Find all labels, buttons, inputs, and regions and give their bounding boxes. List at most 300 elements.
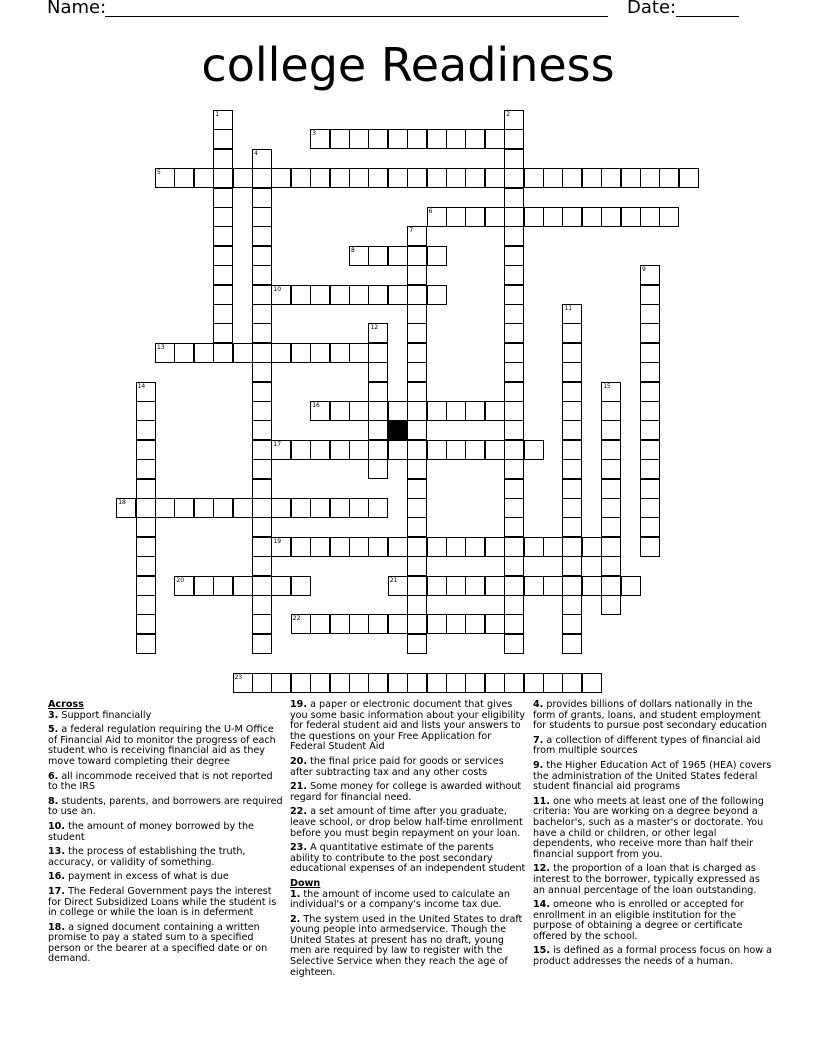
grid-cell[interactable] bbox=[213, 343, 233, 363]
grid-cell[interactable] bbox=[562, 420, 582, 440]
grid-cell[interactable] bbox=[504, 323, 524, 343]
grid-cell[interactable] bbox=[640, 285, 660, 305]
grid-cell[interactable] bbox=[407, 673, 427, 693]
grid-cell[interactable] bbox=[388, 440, 408, 460]
grid-cell[interactable] bbox=[388, 614, 408, 634]
grid-cell[interactable] bbox=[562, 323, 582, 343]
grid-cell[interactable] bbox=[252, 673, 272, 693]
grid-cell[interactable] bbox=[136, 420, 156, 440]
grid-cell[interactable] bbox=[465, 673, 485, 693]
grid-cell[interactable] bbox=[562, 576, 582, 596]
grid-cell[interactable] bbox=[640, 382, 660, 402]
grid-cell[interactable] bbox=[136, 576, 156, 596]
grid-cell[interactable] bbox=[368, 537, 388, 557]
grid-cell[interactable] bbox=[136, 517, 156, 537]
grid-cell[interactable] bbox=[330, 673, 350, 693]
grid-cell[interactable] bbox=[349, 343, 369, 363]
grid-cell[interactable] bbox=[485, 401, 505, 421]
grid-cell[interactable] bbox=[310, 168, 330, 188]
grid-cell[interactable] bbox=[407, 285, 427, 305]
grid-cell[interactable] bbox=[136, 556, 156, 576]
grid-cell[interactable] bbox=[349, 168, 369, 188]
grid-cell[interactable] bbox=[640, 420, 660, 440]
grid-cell[interactable] bbox=[582, 168, 602, 188]
grid-cell[interactable] bbox=[562, 401, 582, 421]
grid-cell[interactable] bbox=[407, 440, 427, 460]
grid-cell[interactable] bbox=[252, 343, 272, 363]
grid-cell[interactable] bbox=[310, 498, 330, 518]
grid-cell[interactable] bbox=[504, 188, 524, 208]
grid-cell[interactable] bbox=[330, 168, 350, 188]
grid-cell[interactable] bbox=[174, 168, 194, 188]
grid-cell[interactable] bbox=[582, 207, 602, 227]
grid-cell[interactable] bbox=[349, 498, 369, 518]
grid-cell[interactable] bbox=[601, 459, 621, 479]
grid-cell[interactable] bbox=[407, 556, 427, 576]
grid-cell[interactable] bbox=[155, 498, 175, 518]
grid-cell[interactable] bbox=[213, 285, 233, 305]
grid-cell[interactable] bbox=[252, 168, 272, 188]
clue-number-label: 16 bbox=[312, 402, 320, 409]
grid-cell[interactable] bbox=[640, 498, 660, 518]
across-clue bbox=[290, 843, 526, 875]
grid-cell[interactable] bbox=[349, 614, 369, 634]
grid-cell[interactable] bbox=[407, 634, 427, 654]
grid-cell[interactable] bbox=[213, 188, 233, 208]
grid-cell[interactable] bbox=[407, 129, 427, 149]
grid-cell[interactable] bbox=[330, 343, 350, 363]
grid-cell[interactable] bbox=[213, 149, 233, 169]
grid-cell[interactable] bbox=[330, 614, 350, 634]
grid-cell[interactable] bbox=[310, 614, 330, 634]
grid-cell[interactable] bbox=[601, 440, 621, 460]
grid-cell[interactable] bbox=[213, 304, 233, 324]
grid-cell[interactable] bbox=[621, 168, 641, 188]
grid-cell[interactable] bbox=[368, 420, 388, 440]
grid-cell[interactable] bbox=[485, 614, 505, 634]
grid-cell[interactable] bbox=[368, 362, 388, 382]
grid-cell[interactable] bbox=[349, 673, 369, 693]
grid-cell[interactable] bbox=[562, 595, 582, 615]
grid-cell[interactable] bbox=[601, 556, 621, 576]
grid-cell[interactable] bbox=[388, 168, 408, 188]
grid-cell[interactable] bbox=[136, 595, 156, 615]
grid-cell[interactable] bbox=[252, 323, 272, 343]
grid-cell[interactable] bbox=[543, 576, 563, 596]
grid-cell[interactable] bbox=[485, 168, 505, 188]
grid-cell[interactable] bbox=[291, 673, 311, 693]
grid-cell[interactable] bbox=[465, 614, 485, 634]
grid-cell[interactable] bbox=[194, 576, 214, 596]
grid-cell[interactable] bbox=[427, 285, 447, 305]
grid-cell[interactable] bbox=[213, 323, 233, 343]
grid-cell[interactable] bbox=[659, 168, 679, 188]
grid-cell[interactable] bbox=[446, 129, 466, 149]
grid-cell[interactable] bbox=[504, 459, 524, 479]
grid-cell[interactable] bbox=[407, 362, 427, 382]
grid-cell[interactable] bbox=[485, 537, 505, 557]
grid-cell[interactable] bbox=[194, 498, 214, 518]
grid-cell[interactable] bbox=[446, 537, 466, 557]
grid-cell[interactable] bbox=[562, 517, 582, 537]
grid-cell[interactable] bbox=[562, 382, 582, 402]
grid-cell[interactable] bbox=[407, 498, 427, 518]
grid-cell[interactable] bbox=[446, 401, 466, 421]
grid-cell[interactable] bbox=[174, 343, 194, 363]
grid-cell[interactable] bbox=[524, 537, 544, 557]
grid-cell[interactable] bbox=[465, 129, 485, 149]
grid-cell[interactable] bbox=[213, 246, 233, 266]
grid-cell[interactable] bbox=[562, 362, 582, 382]
grid-cell[interactable] bbox=[446, 207, 466, 227]
grid-cell[interactable] bbox=[582, 673, 602, 693]
grid-cell[interactable] bbox=[407, 459, 427, 479]
clue-number: 10. bbox=[48, 820, 65, 832]
grid-cell[interactable] bbox=[640, 362, 660, 382]
grid-cell[interactable] bbox=[485, 129, 505, 149]
grid-cell[interactable] bbox=[213, 168, 233, 188]
grid-cell[interactable] bbox=[388, 285, 408, 305]
grid-cell[interactable] bbox=[407, 401, 427, 421]
grid-cell[interactable] bbox=[621, 207, 641, 227]
grid-cell[interactable] bbox=[213, 265, 233, 285]
grid-cell[interactable] bbox=[543, 207, 563, 227]
grid-cell[interactable] bbox=[310, 285, 330, 305]
grid-cell[interactable] bbox=[601, 537, 621, 557]
grid-cell[interactable] bbox=[601, 168, 621, 188]
grid-cell[interactable] bbox=[233, 576, 253, 596]
grid-cell[interactable] bbox=[252, 188, 272, 208]
grid-cell[interactable] bbox=[310, 673, 330, 693]
grid-cell[interactable] bbox=[291, 285, 311, 305]
grid-cell[interactable] bbox=[368, 285, 388, 305]
grid-cell[interactable] bbox=[446, 614, 466, 634]
grid-cell[interactable] bbox=[252, 382, 272, 402]
grid-cell[interactable] bbox=[562, 168, 582, 188]
grid-cell[interactable] bbox=[252, 304, 272, 324]
grid-cell[interactable] bbox=[640, 343, 660, 363]
grid-cell[interactable] bbox=[291, 168, 311, 188]
grid-cell[interactable] bbox=[136, 498, 156, 518]
grid-cell[interactable] bbox=[504, 479, 524, 499]
grid-cell[interactable] bbox=[427, 614, 447, 634]
grid-cell[interactable] bbox=[252, 479, 272, 499]
grid-cell[interactable] bbox=[368, 343, 388, 363]
grid-cell[interactable] bbox=[252, 285, 272, 305]
grid-cell[interactable] bbox=[368, 459, 388, 479]
grid-cell[interactable] bbox=[407, 595, 427, 615]
grid-cell[interactable] bbox=[407, 614, 427, 634]
grid-cell[interactable] bbox=[504, 498, 524, 518]
grid-cell[interactable] bbox=[504, 382, 524, 402]
grid-cell[interactable] bbox=[504, 537, 524, 557]
grid-cell[interactable] bbox=[601, 517, 621, 537]
grid-cell[interactable] bbox=[136, 634, 156, 654]
clue-number: 13. bbox=[48, 846, 65, 858]
grid-cell[interactable] bbox=[524, 576, 544, 596]
grid-cell[interactable] bbox=[174, 498, 194, 518]
grid-cell[interactable] bbox=[233, 168, 253, 188]
grid-cell[interactable] bbox=[330, 498, 350, 518]
grid-cell[interactable] bbox=[252, 440, 272, 460]
grid-cell[interactable] bbox=[446, 168, 466, 188]
grid-cell[interactable] bbox=[136, 459, 156, 479]
grid-cell[interactable] bbox=[330, 129, 350, 149]
clue-number: 1. bbox=[290, 888, 301, 900]
grid-cell[interactable] bbox=[562, 343, 582, 363]
grid-cell[interactable] bbox=[252, 634, 272, 654]
grid-cell[interactable] bbox=[640, 168, 660, 188]
grid-cell[interactable] bbox=[349, 537, 369, 557]
grid-cell[interactable] bbox=[601, 207, 621, 227]
grid-cell[interactable] bbox=[407, 517, 427, 537]
grid-cell[interactable] bbox=[368, 168, 388, 188]
grid-cell[interactable] bbox=[407, 323, 427, 343]
grid-cell[interactable] bbox=[252, 595, 272, 615]
grid-cell[interactable] bbox=[504, 595, 524, 615]
grid-cell[interactable] bbox=[504, 129, 524, 149]
grid-cell[interactable] bbox=[291, 440, 311, 460]
grid-cell[interactable] bbox=[252, 498, 272, 518]
grid-cell[interactable] bbox=[601, 595, 621, 615]
grid-cell[interactable] bbox=[252, 537, 272, 557]
grid-cell[interactable] bbox=[271, 576, 291, 596]
grid-cell[interactable] bbox=[252, 556, 272, 576]
grid-cell[interactable] bbox=[213, 226, 233, 246]
grid-cell[interactable] bbox=[368, 673, 388, 693]
grid-cell[interactable] bbox=[601, 576, 621, 596]
grid-cell[interactable] bbox=[310, 537, 330, 557]
grid-cell[interactable] bbox=[504, 440, 524, 460]
grid-cell[interactable] bbox=[601, 498, 621, 518]
grid-cell[interactable] bbox=[407, 168, 427, 188]
grid-cell[interactable] bbox=[427, 537, 447, 557]
grid-cell[interactable] bbox=[465, 440, 485, 460]
grid-cell[interactable] bbox=[504, 168, 524, 188]
grid-cell[interactable] bbox=[330, 440, 350, 460]
grid-cell[interactable] bbox=[349, 401, 369, 421]
grid-cell[interactable] bbox=[640, 537, 660, 557]
grid-cell[interactable] bbox=[504, 576, 524, 596]
grid-cell[interactable] bbox=[562, 556, 582, 576]
grid-cell[interactable] bbox=[271, 343, 291, 363]
grid-cell[interactable] bbox=[194, 343, 214, 363]
grid-cell[interactable] bbox=[252, 401, 272, 421]
grid-cell[interactable] bbox=[136, 614, 156, 634]
grid-cell[interactable] bbox=[562, 207, 582, 227]
grid-cell[interactable] bbox=[233, 498, 253, 518]
grid-cell[interactable] bbox=[213, 576, 233, 596]
grid-cell[interactable] bbox=[465, 576, 485, 596]
grid-cell[interactable] bbox=[504, 634, 524, 654]
grid-cell[interactable] bbox=[640, 323, 660, 343]
grid-cell[interactable] bbox=[407, 420, 427, 440]
grid-cell[interactable] bbox=[407, 576, 427, 596]
grid-cell[interactable] bbox=[291, 576, 311, 596]
grid-cell[interactable] bbox=[310, 440, 330, 460]
grid-cell[interactable] bbox=[504, 420, 524, 440]
grid-cell[interactable] bbox=[640, 459, 660, 479]
grid-cell[interactable] bbox=[640, 440, 660, 460]
grid-cell[interactable] bbox=[252, 246, 272, 266]
grid-cell[interactable] bbox=[659, 207, 679, 227]
grid-cell[interactable] bbox=[291, 537, 311, 557]
grid-cell[interactable] bbox=[407, 304, 427, 324]
grid-cell[interactable] bbox=[252, 265, 272, 285]
grid-cell[interactable] bbox=[524, 673, 544, 693]
grid-cell[interactable] bbox=[136, 537, 156, 557]
grid-cell[interactable] bbox=[388, 246, 408, 266]
grid-cell[interactable] bbox=[524, 168, 544, 188]
grid-cell[interactable] bbox=[213, 498, 233, 518]
grid-cell[interactable] bbox=[368, 382, 388, 402]
grid-cell[interactable] bbox=[543, 537, 563, 557]
grid-cell[interactable] bbox=[194, 168, 214, 188]
grid-cell[interactable] bbox=[252, 420, 272, 440]
grid-cell[interactable] bbox=[446, 576, 466, 596]
grid-cell[interactable] bbox=[368, 246, 388, 266]
grid-cell[interactable] bbox=[485, 440, 505, 460]
clue-number-label: 15 bbox=[603, 382, 611, 390]
grid-cell[interactable] bbox=[485, 673, 505, 693]
grid-cell[interactable] bbox=[465, 207, 485, 227]
grid-cell[interactable] bbox=[504, 304, 524, 324]
grid-cell[interactable] bbox=[504, 149, 524, 169]
grid-cell[interactable] bbox=[562, 537, 582, 557]
grid-cell[interactable] bbox=[562, 498, 582, 518]
grid-cell[interactable] bbox=[271, 673, 291, 693]
grid-cell[interactable] bbox=[349, 285, 369, 305]
grid-cell[interactable] bbox=[407, 246, 427, 266]
grid-cell[interactable] bbox=[524, 440, 544, 460]
grid-cell[interactable] bbox=[233, 343, 253, 363]
grid-cell[interactable] bbox=[562, 440, 582, 460]
grid-cell[interactable] bbox=[504, 265, 524, 285]
grid-cell[interactable] bbox=[349, 440, 369, 460]
grid-cell[interactable] bbox=[330, 285, 350, 305]
puzzle-title: college Readiness bbox=[201, 38, 615, 92]
grid-cell[interactable] bbox=[640, 479, 660, 499]
grid-cell[interactable] bbox=[427, 168, 447, 188]
grid-cell[interactable] bbox=[427, 576, 447, 596]
grid-cell[interactable] bbox=[504, 614, 524, 634]
grid-cell[interactable] bbox=[427, 440, 447, 460]
grid-cell[interactable] bbox=[504, 517, 524, 537]
grid-cell[interactable] bbox=[640, 401, 660, 421]
grid-cell[interactable] bbox=[640, 207, 660, 227]
grid-cell[interactable] bbox=[582, 576, 602, 596]
grid-cell[interactable] bbox=[562, 614, 582, 634]
grid-cell[interactable] bbox=[504, 673, 524, 693]
grid-cell[interactable] bbox=[446, 440, 466, 460]
grid-cell[interactable] bbox=[562, 634, 582, 654]
grid-cell[interactable] bbox=[679, 168, 699, 188]
grid-cell[interactable] bbox=[562, 479, 582, 499]
grid-cell[interactable] bbox=[252, 207, 272, 227]
grid-cell[interactable] bbox=[213, 207, 233, 227]
grid-cell[interactable] bbox=[388, 673, 408, 693]
grid-cell[interactable] bbox=[368, 614, 388, 634]
grid-cell[interactable] bbox=[504, 246, 524, 266]
grid-cell[interactable] bbox=[601, 420, 621, 440]
grid-cell[interactable] bbox=[330, 537, 350, 557]
grid-cell[interactable] bbox=[504, 556, 524, 576]
grid-cell[interactable] bbox=[504, 343, 524, 363]
grid-cell[interactable] bbox=[136, 440, 156, 460]
grid-cell[interactable] bbox=[427, 246, 447, 266]
grid-cell[interactable] bbox=[388, 129, 408, 149]
grid-cell[interactable] bbox=[368, 440, 388, 460]
grid-cell[interactable] bbox=[621, 576, 641, 596]
grid-cell[interactable] bbox=[349, 129, 369, 149]
grid-cell[interactable] bbox=[543, 168, 563, 188]
grid-cell[interactable] bbox=[271, 498, 291, 518]
clue-number-label: 3 bbox=[312, 130, 317, 138]
grid-cell[interactable] bbox=[388, 401, 408, 421]
grid-cell[interactable] bbox=[213, 129, 233, 149]
grid-cell[interactable] bbox=[465, 537, 485, 557]
grid-cell[interactable] bbox=[252, 576, 272, 596]
grid-cell[interactable] bbox=[407, 479, 427, 499]
grid-cell[interactable] bbox=[388, 537, 408, 557]
grid-cell[interactable] bbox=[504, 401, 524, 421]
grid-cell[interactable] bbox=[407, 537, 427, 557]
grid-cell[interactable] bbox=[640, 304, 660, 324]
grid-cell[interactable] bbox=[252, 459, 272, 479]
grid-cell[interactable] bbox=[252, 362, 272, 382]
grid-cell[interactable] bbox=[485, 576, 505, 596]
grid-cell[interactable] bbox=[291, 343, 311, 363]
grid-cell[interactable] bbox=[427, 673, 447, 693]
grid-cell[interactable] bbox=[446, 673, 466, 693]
grid-cell[interactable] bbox=[504, 285, 524, 305]
grid-cell[interactable] bbox=[640, 517, 660, 537]
grid-cell[interactable] bbox=[562, 459, 582, 479]
grid-cell[interactable] bbox=[271, 168, 291, 188]
clues-column-3 bbox=[533, 700, 773, 972]
grid-cell[interactable] bbox=[504, 362, 524, 382]
grid-cell[interactable] bbox=[465, 401, 485, 421]
grid-cell[interactable] bbox=[562, 673, 582, 693]
grid-cell[interactable] bbox=[136, 479, 156, 499]
grid-cell[interactable] bbox=[601, 401, 621, 421]
grid-cell[interactable] bbox=[330, 401, 350, 421]
grid-cell[interactable] bbox=[310, 343, 330, 363]
grid-cell[interactable] bbox=[582, 537, 602, 557]
grid-cell[interactable] bbox=[368, 498, 388, 518]
grid-cell[interactable] bbox=[291, 498, 311, 518]
grid-cell[interactable] bbox=[543, 673, 563, 693]
grid-cell[interactable] bbox=[427, 401, 447, 421]
grid-cell[interactable] bbox=[407, 343, 427, 363]
grid-cell[interactable] bbox=[485, 207, 505, 227]
grid-cell[interactable] bbox=[504, 226, 524, 246]
down-clue bbox=[533, 864, 773, 896]
grid-cell[interactable] bbox=[136, 401, 156, 421]
grid-cell[interactable] bbox=[427, 129, 447, 149]
grid-cell[interactable] bbox=[252, 517, 272, 537]
grid-cell[interactable] bbox=[524, 207, 544, 227]
grid-cell[interactable] bbox=[601, 479, 621, 499]
grid-cell[interactable] bbox=[407, 265, 427, 285]
grid-cell[interactable] bbox=[465, 168, 485, 188]
grid-cell[interactable] bbox=[504, 207, 524, 227]
grid-cell[interactable] bbox=[368, 129, 388, 149]
grid-cell[interactable] bbox=[252, 226, 272, 246]
grid-cell[interactable] bbox=[368, 401, 388, 421]
grid-cell[interactable] bbox=[407, 382, 427, 402]
grid-cell[interactable] bbox=[252, 614, 272, 634]
